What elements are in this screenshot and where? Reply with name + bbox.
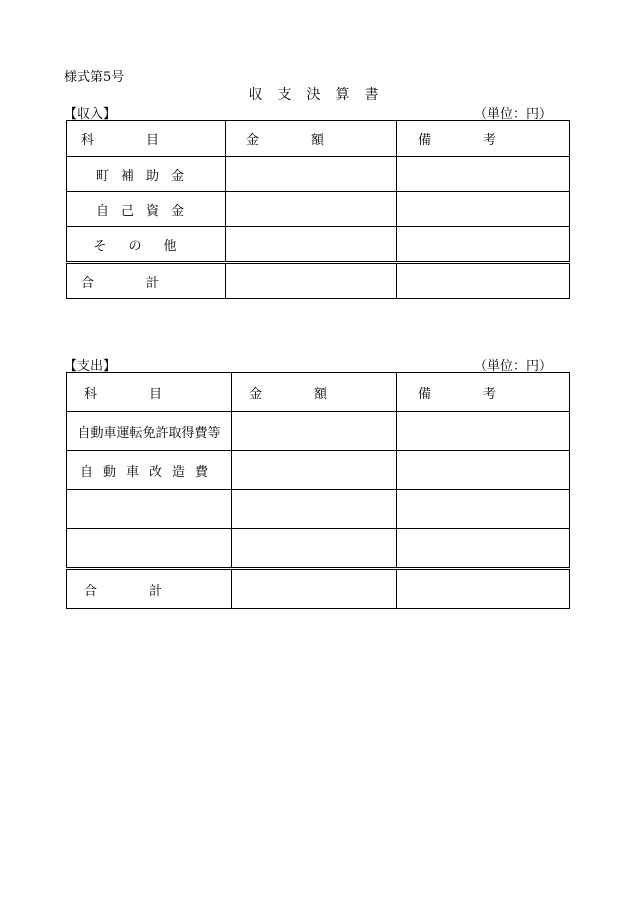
form-number: 様式第5号 <box>64 70 125 85</box>
expense-row <box>67 451 570 490</box>
income-amount-cell[interactable] <box>226 157 397 192</box>
income-total-amount[interactable] <box>226 263 397 299</box>
expense-note-cell[interactable] <box>397 451 570 490</box>
income-item-cell: 自己資金 <box>67 192 226 227</box>
expense-amount-cell[interactable] <box>232 412 397 451</box>
expense-total-row <box>67 569 570 609</box>
expense-row <box>67 490 570 529</box>
income-amount-cell[interactable] <box>226 192 397 227</box>
income-unit-label: （単位：円） <box>473 107 552 122</box>
expense-row <box>67 529 570 569</box>
income-note-cell[interactable] <box>397 157 570 192</box>
expense-unit-label: （単位：円） <box>473 359 552 374</box>
income-header-row <box>67 121 570 157</box>
document-title: 収支決算書 <box>248 87 394 103</box>
expense-table <box>66 372 570 609</box>
expense-total-amount[interactable] <box>232 569 397 609</box>
expense-header-amount: 金額 <box>232 373 397 412</box>
expense-section-label: 【支出】 <box>64 359 117 374</box>
income-total-note[interactable] <box>397 263 570 299</box>
expense-total-label: 合計 <box>67 569 232 609</box>
expense-item-cell: 自動車改造費 <box>67 451 232 490</box>
expense-amount-cell[interactable] <box>232 451 397 490</box>
expense-note-cell[interactable] <box>397 529 570 569</box>
expense-item-cell[interactable] <box>67 490 232 529</box>
income-header-amount: 金額 <box>226 121 397 157</box>
expense-item-cell[interactable] <box>67 529 232 569</box>
expense-item-cell: 自動車運転免許取得費等 <box>67 412 232 451</box>
income-section-label: 【収入】 <box>64 107 117 122</box>
income-note-cell[interactable] <box>397 192 570 227</box>
income-row <box>67 192 570 227</box>
income-header-note: 備考 <box>397 121 570 157</box>
expense-header-row <box>67 373 570 412</box>
income-header-item: 科目 <box>67 121 226 157</box>
income-item-cell: 町補助金 <box>67 157 226 192</box>
expense-amount-cell[interactable] <box>232 490 397 529</box>
expense-row <box>67 412 570 451</box>
expense-amount-cell[interactable] <box>232 529 397 569</box>
income-total-label: 合計 <box>67 263 226 299</box>
expense-total-note[interactable] <box>397 569 570 609</box>
expense-header-item: 科目 <box>67 373 232 412</box>
income-note-cell[interactable] <box>397 227 570 263</box>
expense-note-cell[interactable] <box>397 490 570 529</box>
income-item-cell: その他 <box>67 227 226 263</box>
income-row <box>67 227 570 263</box>
income-total-row <box>67 263 570 299</box>
expense-header-note: 備考 <box>397 373 570 412</box>
income-table <box>66 120 570 299</box>
income-row <box>67 157 570 192</box>
expense-note-cell[interactable] <box>397 412 570 451</box>
income-amount-cell[interactable] <box>226 227 397 263</box>
